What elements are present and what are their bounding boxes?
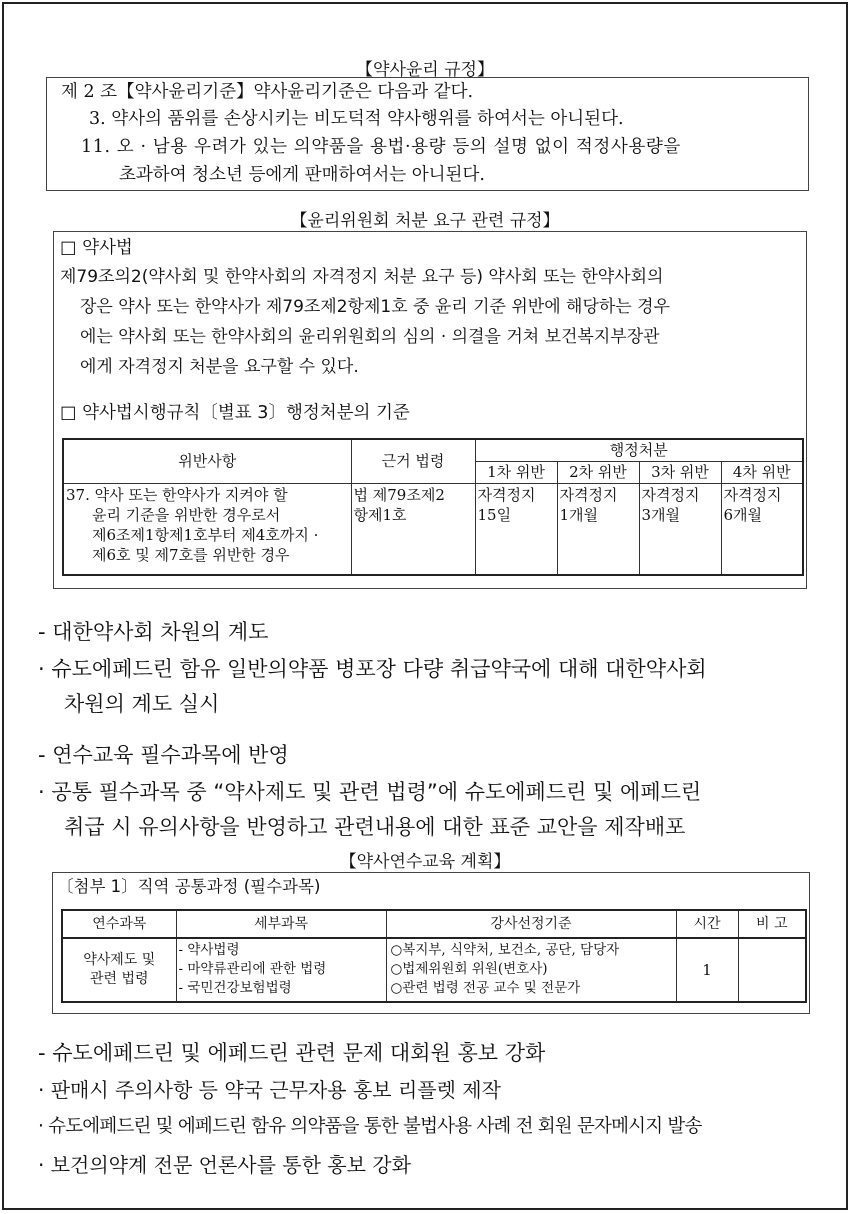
penalty-type: 자격정지 xyxy=(723,485,782,504)
ethics-committee-title: 【윤리위원회 처분 요구 관련 규정】 xyxy=(290,211,560,231)
detail-item: - 약사법령 xyxy=(178,942,240,958)
training-course-table xyxy=(61,909,807,1003)
ethics-item-3: 3. 약사의 품위를 손상시키는 비도덕적 약사행위를 하여서는 아니된다. xyxy=(89,109,624,129)
penalty-1st-cell xyxy=(475,483,557,575)
admin-disposition-table xyxy=(62,438,804,576)
header-note: 비 고 xyxy=(738,910,806,938)
penalty-type: 자격정지 xyxy=(477,485,536,504)
violation-line3: 제6조제1항제1호부터 제4호까지 · xyxy=(92,525,319,544)
penalty-4th: 6개월 xyxy=(723,505,763,524)
subject-line1: 약사제도 및 xyxy=(83,952,156,968)
promotion-bullet-2: · 슈도에페드린 및 에페드린 함유 의약품을 통한 불법사용 사례 전 회원 문자메시지 발송 xyxy=(38,1116,702,1137)
header-4th-violation: 4차 위반 xyxy=(721,461,803,483)
header-legal-basis: 근거 법령 xyxy=(351,439,475,483)
penalty-4th-cell xyxy=(721,483,803,575)
legal-basis-line2: 항제1호 xyxy=(353,505,407,524)
header-1st-violation: 1차 위반 xyxy=(475,461,557,483)
detail-cell xyxy=(176,938,386,1002)
lecturer-cell xyxy=(386,938,676,1002)
document-page xyxy=(2,2,848,1210)
header-violation: 위반사항 xyxy=(63,439,351,483)
article-79-2-line4: 에게 자격정지 처분을 요구할 수 있다. xyxy=(80,357,359,377)
training-bullet-cont: 취급 시 유의사항을 반영하고 관련내용에 대한 표준 교안을 제작배포 xyxy=(64,815,686,839)
article-79-2-line1: 제79조의2(약사회 및 한약사회의 자격정지 처분 요구 등) 약사회 또는 한약사회의 xyxy=(60,267,664,287)
pharmacy-act-heading: □ 약사법 xyxy=(60,238,133,258)
training-bullet: · 공통 필수과목 중 “약사제도 및 관련 법령”에 슈도에페드린 및 에페드린 xyxy=(38,780,702,804)
promotion-bullet-3: · 보건의약계 전문 언론사를 통한 홍보 강화 xyxy=(38,1153,411,1177)
violation-cell xyxy=(63,483,351,575)
pharmacist-ethics-box xyxy=(46,77,809,191)
subject-line2: 관련 법령 xyxy=(89,971,149,987)
training-heading: - 연수교육 필수과목에 반영 xyxy=(38,743,289,767)
ethics-item-11-cont: 초과하여 청소년 등에게 판매하여서는 아니된다. xyxy=(119,165,485,185)
header-admin-disposition: 행정처분 xyxy=(475,439,803,461)
header-detail: 세부과목 xyxy=(176,910,386,938)
header-2nd-violation: 2차 위반 xyxy=(557,461,639,483)
ethics-committee-box xyxy=(53,231,807,589)
enforcement-rule-heading: □ 약사법시행규칙〔별표 3〕행정처분의 기준 xyxy=(60,403,410,423)
training-plan-subtitle: 〔첨부 1〕직역 공통과정 (필수과목) xyxy=(57,877,321,896)
violation-line4: 제6호 및 제7호를 위반한 경우 xyxy=(92,545,290,564)
detail-item: - 국민건강보험법령 xyxy=(178,980,292,996)
kpa-guidance-bullet-cont: 차원의 계도 실시 xyxy=(64,692,220,716)
penalty-2nd-cell xyxy=(557,483,639,575)
kpa-guidance-heading: - 대한약사회 차원의 계도 xyxy=(38,620,269,644)
promotion-heading: - 슈도에페드린 및 에페드린 관련 문제 대회원 홍보 강화 xyxy=(38,1041,546,1065)
article-79-2-line3: 에는 약사회 또는 한약사회의 윤리위원회의 심의 · 의결을 거쳐 보건복지부장관 xyxy=(80,327,660,347)
penalty-type: 자격정지 xyxy=(559,485,618,504)
promotion-bullet-1: · 판매시 주의사항 등 약국 근무자용 홍보 리플렛 제작 xyxy=(38,1078,501,1102)
legal-basis-cell xyxy=(351,483,475,575)
table-header-row xyxy=(63,439,803,461)
training-plan-box xyxy=(52,872,810,1014)
detail-item: - 마약류관리에 관한 법령 xyxy=(178,961,327,977)
course-header-row xyxy=(62,910,806,938)
subject-cell xyxy=(62,938,176,1002)
penalty-2nd: 1개월 xyxy=(559,505,599,524)
penalty-3rd: 3개월 xyxy=(641,505,681,524)
training-plan-title: 【약사연수교육 계획】 xyxy=(339,852,511,872)
article-79-2-line2: 장은 약사 또는 한약사가 제79조제2항제1호 중 윤리 기준 위반에 해당하는 경우 xyxy=(80,297,670,317)
lecturer-item: ○복지부, 식약처, 보건소, 공단, 담당자 xyxy=(390,942,620,958)
violation-line1: 37. 약사 또는 한약사가 지켜야 할 xyxy=(66,485,288,504)
table-row xyxy=(63,483,803,575)
header-hours: 시간 xyxy=(676,910,738,938)
header-3rd-violation: 3차 위반 xyxy=(639,461,721,483)
header-subject: 연수과목 xyxy=(62,910,176,938)
penalty-type: 자격정지 xyxy=(641,485,700,504)
penalty-1st: 15일 xyxy=(477,505,512,524)
penalty-3rd-cell xyxy=(639,483,721,575)
hours-cell: 1 xyxy=(676,938,738,1002)
lecturer-item: ○법제위원회 위원(변호사) xyxy=(390,961,548,977)
ethics-item-11: 11. 오 · 남용 우려가 있는 의약품을 용법·용량 등의 설명 없이 적정사용량을 xyxy=(81,137,681,157)
violation-line2: 윤리 기준을 위반한 경우로서 xyxy=(92,505,281,524)
header-lecturer-criteria: 강사선정기준 xyxy=(386,910,676,938)
lecturer-item: ○관련 법령 전공 교수 및 전문가 xyxy=(390,980,581,996)
legal-basis-line1: 법 제79조제2 xyxy=(353,485,445,504)
table-row xyxy=(62,938,806,1002)
note-cell xyxy=(738,938,806,1002)
kpa-guidance-bullet: · 슈도에페드린 함유 일반의약품 병포장 다량 취급약국에 대해 대한약사회 xyxy=(38,657,707,681)
pharmacist-ethics-title: 【약사윤리 규정】 xyxy=(356,60,494,80)
ethics-article-2: 제 2 조【약사윤리기준】약사윤리기준은 다음과 같다. xyxy=(61,82,474,102)
